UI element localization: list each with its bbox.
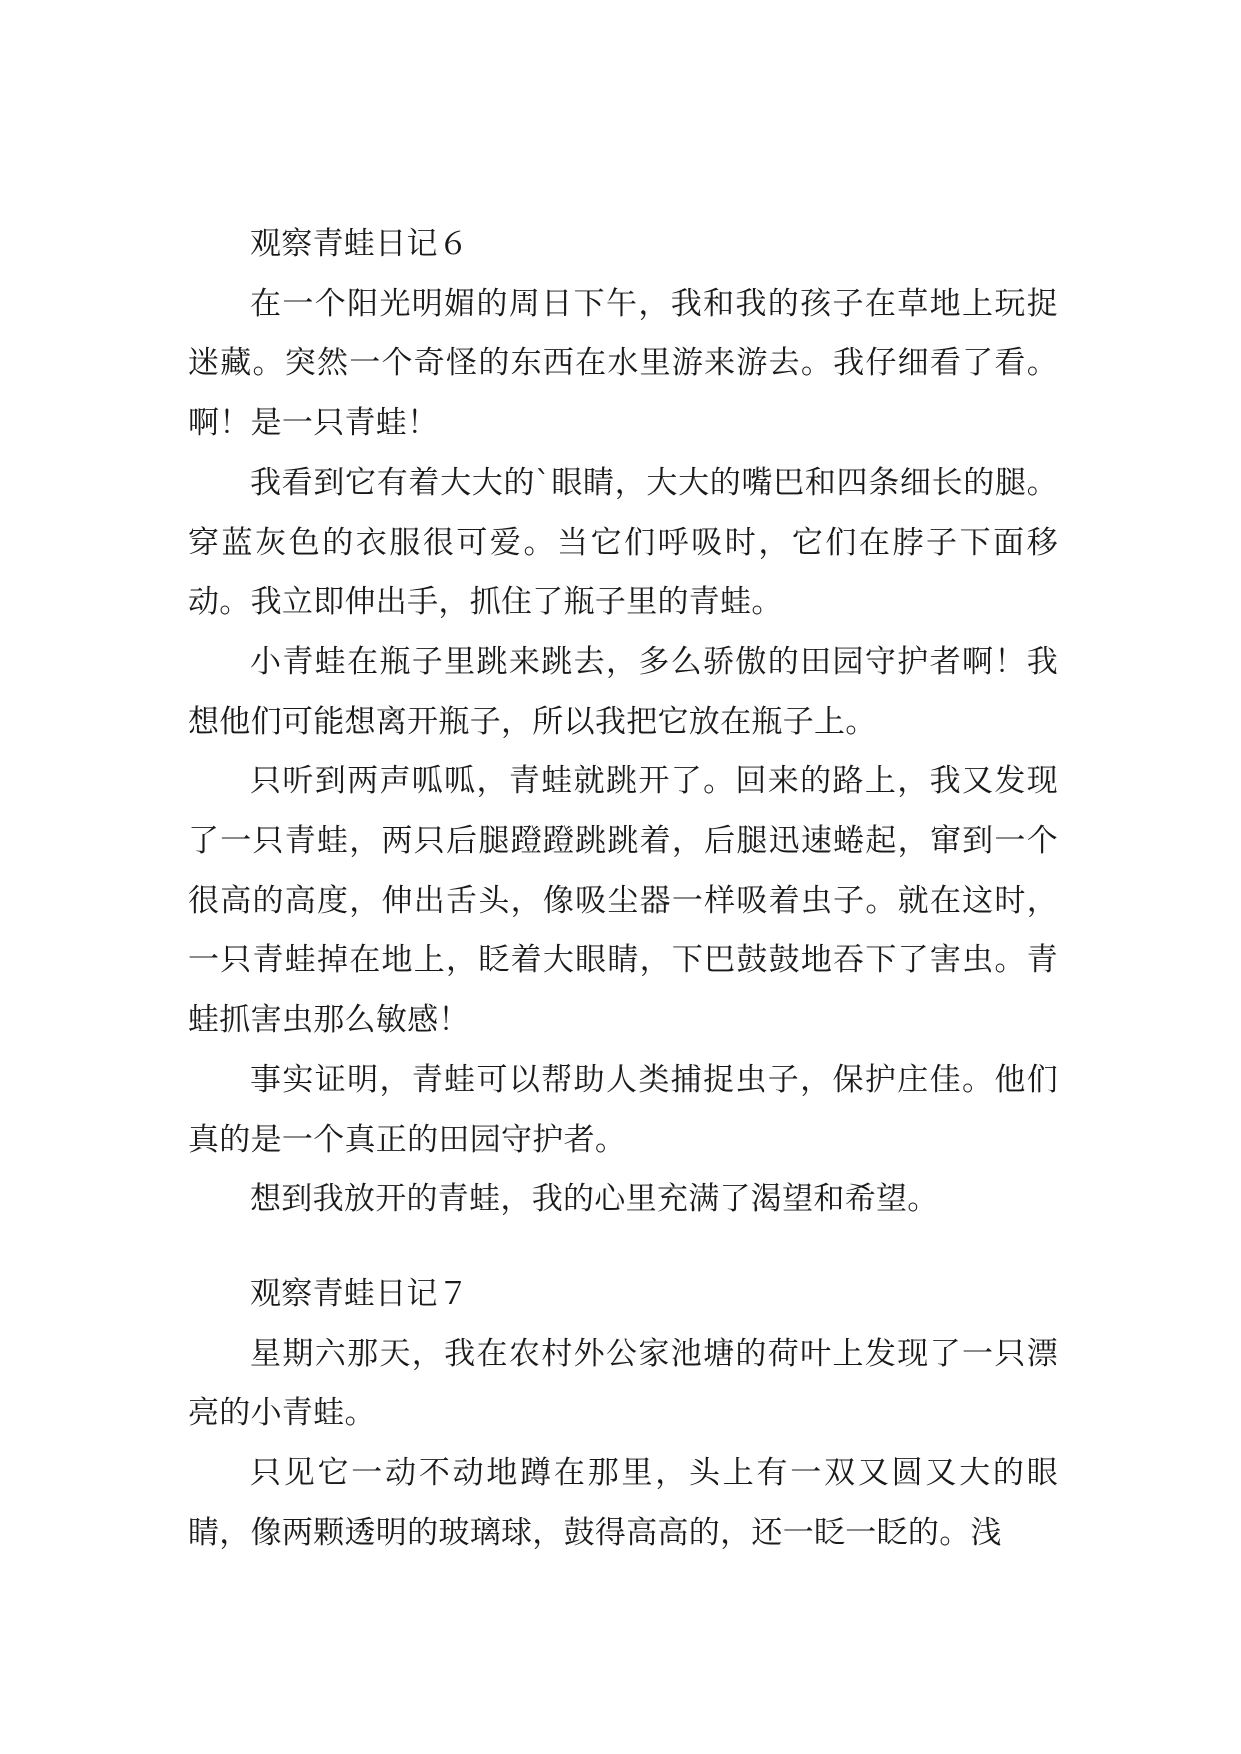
entry-paragraph: 在一个阳光明媚的周日下午，我和我的孩子在草地上玩捉迷藏。突然一个奇怪的东西在水里游来游去。我仔细看了看。啊！是一只青蛙！: [188, 285, 1058, 442]
entry-paragraph: 只见它一动不动地蹲在那里，头上有一双又圆又大的眼睛，像两颗透明的玻璃球，鼓得高高的，还一眨一眨的。浅: [188, 1455, 1058, 1551]
entry-paragraph: 我看到它有着大大的`眼睛，大大的嘴巴和四条细长的腿。穿蓝灰色的衣服很可爱。当它们呼吸时，它们在脖子下面移动。我立即伸出手，抓住了瓶子里的青蛙。: [188, 464, 1058, 621]
entry-paragraph: 只听到两声呱呱，青蛙就跳开了。回来的路上，我又发现了一只青蛙，两只后腿蹬蹬跳跳着，后腿迅速蜷起，窜到一个很高的高度，伸出舌头，像吸尘器一样吸着虫子。就在这时，一只青蛙掉在地上，眨着大眼睛，下巴鼓鼓地吞下了害虫。青蛙抓害虫那么敏感！: [188, 763, 1058, 1039]
entry-paragraph: 想到我放开的青蛙，我的心里充满了渴望和希望。: [250, 1181, 939, 1218]
entry-paragraph: 事实证明，青蛙可以帮助人类捕捉虫子，保护庄佳。他们真的是一个真正的田园守护者。: [188, 1061, 1058, 1158]
entry-paragraph: 星期六那天，我在农村外公家池塘的荷叶上发现了一只漂亮的小青蛙。: [188, 1335, 1058, 1432]
diary-entry-7: [188, 1265, 1058, 1564]
entry-paragraph: 小青蛙在瓶子里跳来跳去，多么骄傲的田园守护者啊！我想他们可能想离开瓶子，所以我把它放在瓶子上。: [188, 643, 1058, 740]
entry-title: 观察青蛙日记７: [250, 1276, 470, 1312]
diary-entry-6: [188, 215, 1058, 1230]
entry-title: 观察青蛙日记６: [250, 226, 470, 262]
